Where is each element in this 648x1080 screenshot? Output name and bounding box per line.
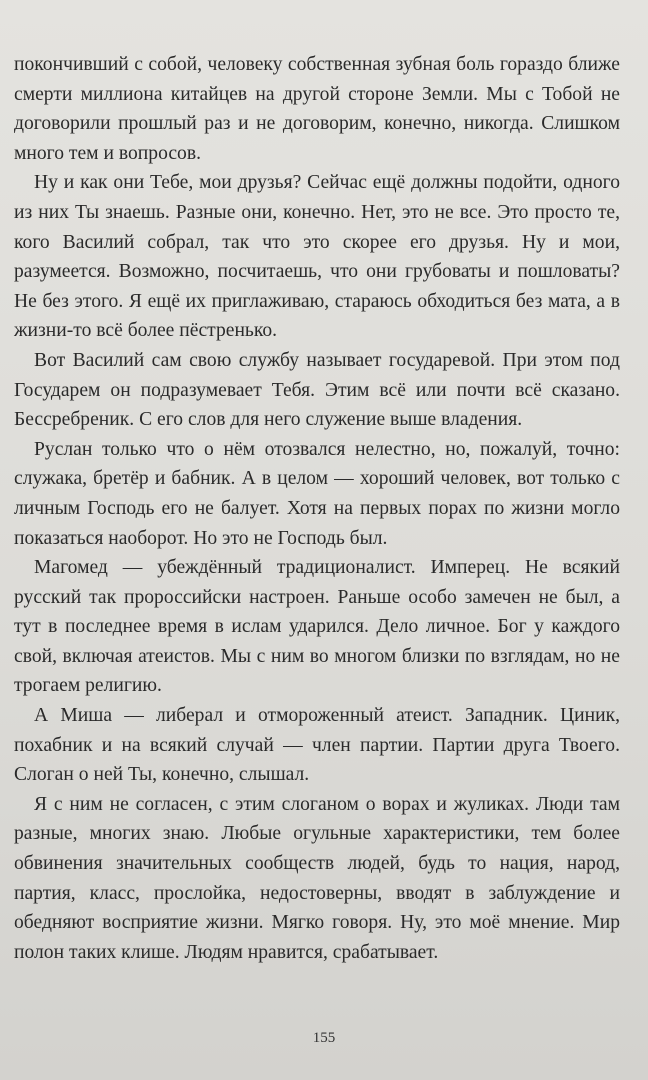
paragraph-vasily: Вот Василий сам свою службу называет государевой. При этом под Государем он подразумевает Тебя. Этим всё или почти всё сказано. Бессребреник. С его слов для него служение выше владения. bbox=[14, 349, 620, 431]
paragraph-magomed: Магомед — убеждённый традиционалист. Имперец. Не всякий русский так пророссийски настроен. Раньше особо замечен не был, а тут в последнее время в ислам ударился. Дело личное. Бог у каждого свой, включая атеистов. Мы с ним во многом близки по взглядам, но не трогаем религию. bbox=[14, 557, 620, 697]
paragraph-slogan: Я с ним не согласен, с этим слоганом о ворах и жуликах. Люди там разные, многих знаю. Любые огульные характеристики, тем более обвинения значительных сообществ людей, будь то нация, народ, партия, класс, прослойка, недостоверны, вводят в заблуждение и обедняют восприятие жизни. Мягко говоря. Ну, это моё мнение. Мир полон таких клише. Людям нравится, срабатывает. bbox=[14, 793, 620, 963]
paragraph-friends: Ну и как они Тебе, мои друзья? Сейчас ещё должны подойти, одного из них Ты знаешь. Разные они, конечно. Нет, это не все. Это просто те, кого Василий собрал, так что это скорее его друзья. Ну и мои, разумеется. Возможно, посчитаешь, что они грубоваты и пошловаты? Не без этого. Я ещё их приглаживаю, стараюсь обходиться без мата, а в жизни-то всё более пёстренько. bbox=[14, 172, 620, 342]
page-number: 155 bbox=[312, 1030, 336, 1046]
paragraph-continuation: покончивший с собой, человеку собственная зубная боль гораздо ближе смерти миллиона китайцев на другой стороне Земли. Мы с Тобой не договорили прошлый раз и не договорим, конечно, никогда. Слишком много тем и вопросов. bbox=[14, 54, 620, 164]
paragraph-misha: А Миша — либерал и отмороженный атеист. Западник. Циник, похабник и на всякий случай — член партии. Партии друга Твоего. Слоган о ней Ты, конечно, слышал. bbox=[14, 705, 620, 786]
body-text bbox=[14, 50, 620, 967]
paragraph-ruslan: Руслан только что о нём отозвался нелестно, но, пожалуй, точно: служака, бретёр и бабник. А в целом — хороший человек, вот только с личным Господь его не балует. Хотя на первых порах по жизни могло показаться наоборот. Но это не Господь был. bbox=[14, 438, 620, 549]
